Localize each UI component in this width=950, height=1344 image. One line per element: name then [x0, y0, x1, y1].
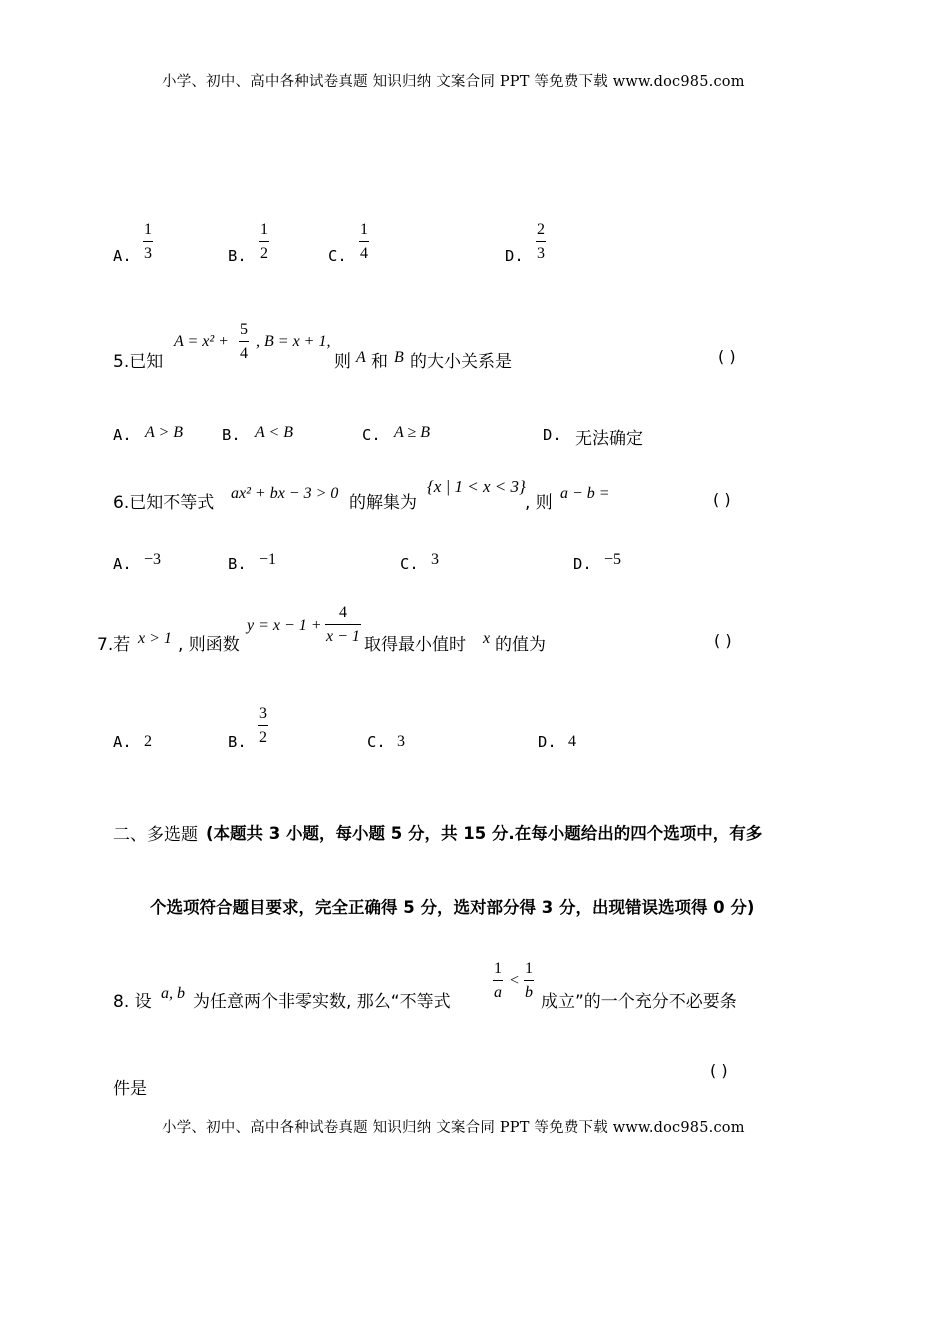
q5-option-c-label: C.: [362, 426, 381, 444]
q6-answer-blank[interactable]: ( ): [713, 490, 731, 509]
q5-expr-a: A = x² +: [174, 333, 229, 350]
q7-fraction: [325, 605, 361, 645]
q6-option-c-label: C.: [400, 555, 419, 573]
q7-option-a: 2: [144, 733, 152, 750]
q7-option-d: 4: [568, 733, 576, 750]
q4-option-a-fraction: [143, 222, 153, 262]
q6-expression: a − b =: [560, 485, 610, 502]
q7-answer-blank[interactable]: ( ): [714, 631, 732, 650]
section-2-desc-line2: 个选项符合题目要求，完全正确得 5 分，选对部分得 3 分，出现错误选项得 0 分): [150, 898, 755, 917]
fraction-denominator: a: [493, 980, 503, 1001]
q5-fraction: [239, 322, 249, 362]
q5-option-d-label: D.: [543, 426, 562, 444]
q6-option-d-label: D.: [573, 555, 592, 573]
q6-option-d: −5: [604, 551, 622, 568]
q7-suffix-2: 的值为: [495, 635, 546, 655]
q5-option-b: A < B: [255, 424, 294, 441]
q4-option-c-fraction: [359, 222, 369, 262]
q6-option-a: −3: [144, 551, 162, 568]
fraction-denominator: b: [524, 980, 534, 1001]
q7-option-c: 3: [397, 733, 405, 750]
q6-mid-text: 的解集为: [349, 493, 417, 513]
fraction-numerator: 2: [537, 221, 545, 238]
fraction-denominator: 2: [258, 725, 268, 746]
q6-option-b-label: B.: [228, 555, 247, 573]
q5-option-a: A > B: [145, 424, 184, 441]
q5-var-a: A: [356, 349, 366, 366]
q5-expr-b: , B = x + 1,: [256, 333, 331, 350]
q8-vars: a, b: [161, 985, 185, 1002]
fraction-numerator: 1: [525, 960, 533, 977]
q8-fraction-1: [493, 961, 503, 1001]
q6-prefix: 6.已知不等式: [113, 493, 215, 513]
section-2-desc-line1: (本题共 3 小题，每小题 5 分，共 15 分.在每小题给出的四个选项中，有多: [206, 824, 763, 843]
fraction-denominator: 4: [359, 241, 369, 262]
fraction-numerator: 4: [338, 604, 347, 621]
fraction-numerator: 1: [360, 221, 368, 238]
fraction-numerator: 1: [260, 221, 268, 238]
q8-line-2: 件是: [113, 1079, 147, 1099]
fraction-denominator: 4: [239, 341, 249, 362]
q7-option-a-label: A.: [113, 733, 132, 751]
q7-option-b-fraction: [258, 706, 268, 746]
fraction-denominator: 2: [259, 241, 269, 262]
q5-option-a-label: A.: [113, 426, 132, 444]
q4-option-b-fraction: [259, 222, 269, 262]
q4-option-c-label: C.: [328, 247, 347, 265]
section-2-title: 二、多选题: [113, 825, 198, 845]
q5-mid-text: 则: [334, 352, 351, 372]
q6-option-a-label: A.: [113, 555, 132, 573]
fraction-numerator: 5: [240, 321, 248, 338]
q8-text-1: 为任意两个非零实数, 那么“不等式: [193, 992, 451, 1012]
q8-prefix: 8. 设: [113, 992, 152, 1012]
q4-option-b-label: B.: [228, 247, 247, 265]
fraction-denominator: 3: [143, 241, 153, 262]
q5-option-c: A ≥ B: [394, 424, 431, 441]
q6-option-b: −1: [259, 551, 277, 568]
q4-option-a-label: A.: [113, 247, 132, 265]
q7-function: y = x − 1 +: [247, 617, 322, 634]
q7-mid-text: , 则函数: [178, 635, 240, 655]
q8-less-than: <: [510, 972, 520, 989]
q7-option-c-label: C.: [367, 733, 386, 751]
q8-text-2: 成立”的一个充分不必要条: [541, 992, 737, 1012]
q8-fraction-2: [524, 961, 534, 1001]
fraction-denominator: x − 1: [325, 624, 361, 645]
q7-condition: x > 1: [138, 630, 172, 647]
q7-var-x: x: [483, 630, 491, 647]
q5-suffix: 的大小关系是: [410, 352, 512, 372]
fraction-numerator: 1: [144, 221, 152, 238]
fraction-denominator: 3: [536, 241, 546, 262]
q7-suffix-1: 取得最小值时: [364, 635, 466, 655]
page-footer: 小学、初中、高中各种试卷真题 知识归纳 文案合同 PPT 等免费下载 www.doc985.com: [162, 1120, 745, 1136]
q7-prefix: 7.若: [97, 635, 131, 655]
fraction-numerator: 3: [259, 705, 267, 722]
q6-solution-set: {x | 1 < x < 3}: [427, 477, 526, 496]
q6-option-c: 3: [431, 551, 439, 568]
page-header: 小学、初中、高中各种试卷真题 知识归纳 文案合同 PPT 等免费下载 www.doc985.com: [162, 74, 745, 90]
fraction-numerator: 1: [494, 960, 502, 977]
q8-answer-blank[interactable]: ( ): [710, 1061, 728, 1080]
q6-then-text: , 则: [525, 493, 553, 513]
q5-var-b: B: [394, 349, 404, 366]
q5-option-b-label: B.: [222, 426, 241, 444]
q5-option-d: 无法确定: [575, 429, 643, 449]
q5-prefix: 5.已知: [113, 352, 164, 372]
q6-inequality: ax² + bx − 3 > 0: [231, 485, 339, 502]
q5-answer-blank[interactable]: ( ): [718, 347, 736, 366]
q7-option-d-label: D.: [538, 733, 557, 751]
q7-option-b-label: B.: [228, 733, 247, 751]
q5-and-text: 和: [371, 352, 388, 372]
q4-option-d-label: D.: [505, 247, 524, 265]
q4-option-d-fraction: [536, 222, 546, 262]
